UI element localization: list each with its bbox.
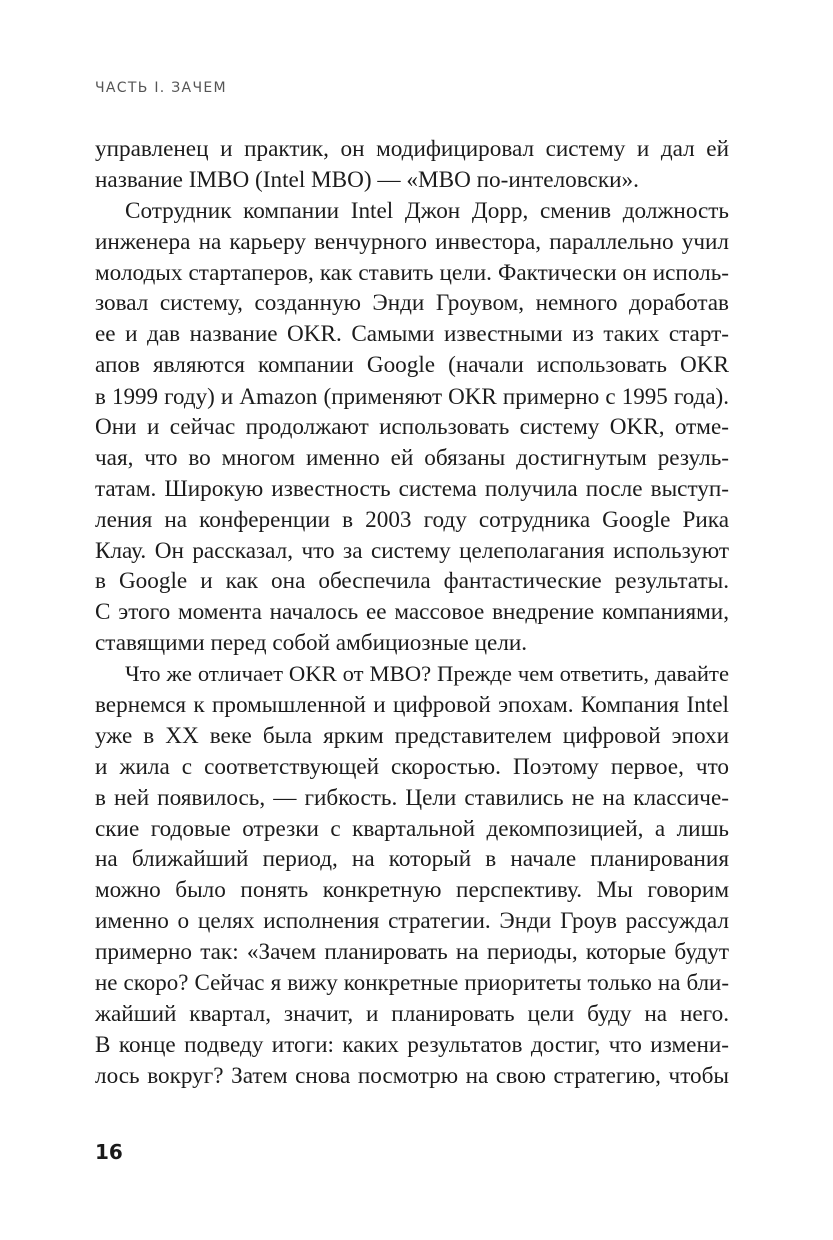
text-line: примерно так: «Зачем планировать на периоды, которые будут <box>95 939 729 966</box>
text-line: управленец и практик, он модифицировал систему и дал ей <box>95 136 729 162</box>
text-line: вернемся к промышленной и цифровой эпохам. Компания Intel <box>95 692 729 719</box>
text-line: можно было понять конкретную перспективу. Мы говорим <box>95 877 729 904</box>
text-line: чая, что во многом именно ей обязаны достигнутым резуль- <box>95 444 729 471</box>
body-text <box>95 134 729 1092</box>
text-line: в ней появилось, — гибкость. Цели ставились не на классиче- <box>95 784 729 811</box>
running-head: ЧАСТЬ I. ЗАЧЕМ <box>95 80 227 96</box>
text-line: именно о целях исполнения стратегии. Энди Гроув рассуждал <box>95 908 729 935</box>
text-line: ские годовые отрезки с квартальной декомпозицией, а лишь <box>95 815 729 842</box>
text-line: татам. Широкую известность система получила после выступ- <box>95 475 729 502</box>
text-line: инженера на карьеру венчурного инвестора, параллельно учил <box>95 228 729 255</box>
text-line: Сотрудник компании Intel Джон Дорр, сменив должность <box>125 197 729 224</box>
text-line: лось вокруг? Затем снова посмотрю на свою стратегию, чтобы <box>95 1062 729 1089</box>
text-line: молодых стартаперов, как ставить цели. Фактически он исполь- <box>95 259 729 286</box>
text-line: В конце подведу итоги: каких результатов достиг, что измени- <box>95 1031 729 1058</box>
text-line: зовал систему, созданную Энди Гроувом, немного доработав <box>95 290 729 317</box>
text-line: уже в XX веке была ярким представителем цифровой эпохи <box>95 722 729 749</box>
text-line: название IMBO (Intel MBO) — «MBO по-интеловски». <box>95 166 639 193</box>
page-number: 16 <box>95 1140 123 1164</box>
text-line: ее и дав название OKR. Самыми известными из таких старт- <box>95 321 729 348</box>
text-line: на ближайший период, на который в начале планирования <box>95 846 729 873</box>
text-line: и жила с соответствующей скоростью. Поэтому первое, что <box>95 753 729 780</box>
text-line: Что же отличает OKR от MBO? Прежде чем ответить, давайте <box>125 661 729 687</box>
text-line: в 1999 году) и Amazon (применяют OKR примерно с 1995 года). <box>95 383 729 410</box>
text-line: в Google и как она обеспечила фантастические результаты. <box>95 568 729 595</box>
text-line: ставящими перед собой амбициозные цели. <box>95 630 528 657</box>
text-line: не скоро? Сейчас я вижу конкретные приоритеты только на бли- <box>95 970 729 996</box>
text-line: С этого момента началось ее массовое внедрение компаниями, <box>95 599 729 626</box>
text-line: жайший квартал, значит, и планировать цели буду на него. <box>95 1000 729 1027</box>
text-line: Они и сейчас продолжают использовать систему OKR, отме- <box>95 414 729 441</box>
text-line: ления на конференции в 2003 году сотрудника Google Рика <box>95 506 729 533</box>
text-line: апов являются компании Google (начали использовать OKR <box>95 352 729 379</box>
text-line: Клау. Он рассказал, что за систему целеполагания используют <box>95 537 729 564</box>
